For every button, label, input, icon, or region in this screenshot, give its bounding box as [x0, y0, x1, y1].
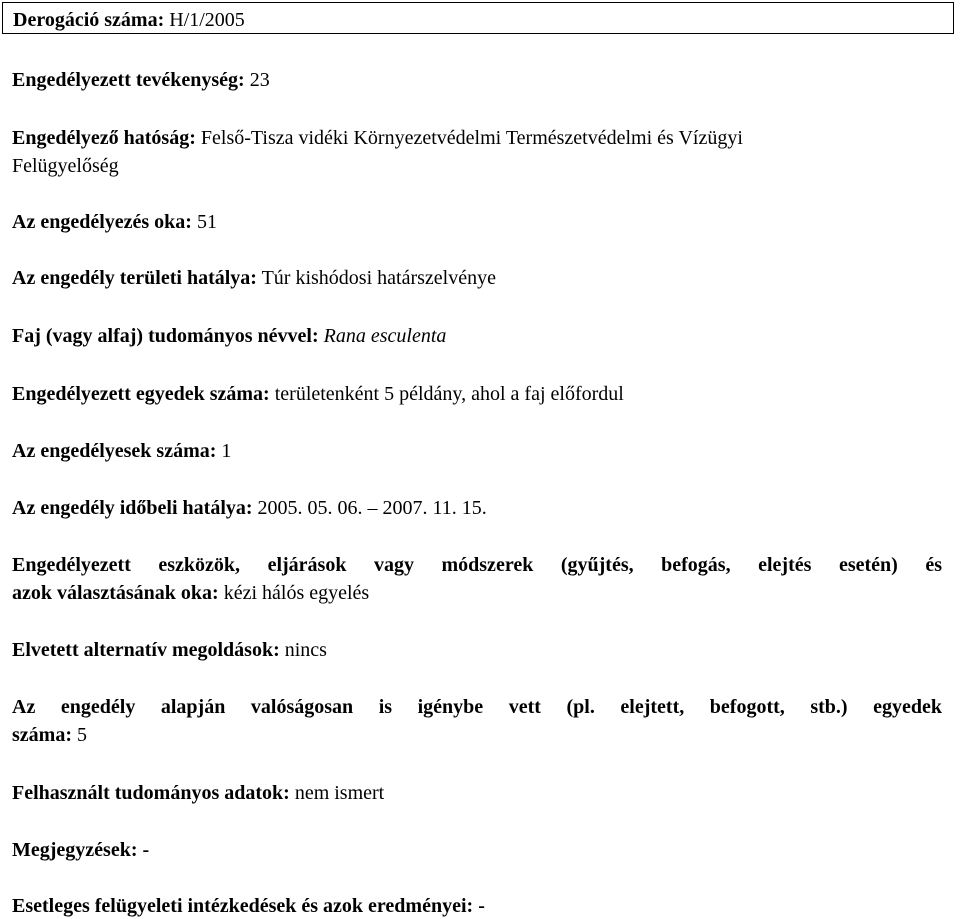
alternatives-label: Elvetett alternatív megoldások:: [12, 639, 280, 661]
field-count: [12, 383, 942, 405]
field-remarks: [12, 839, 942, 861]
actual-label-line1: Az engedély alapján valóságosan is igénybe vett (pl. elejtett, befogott, stb.) egyedek: [12, 696, 942, 718]
field-supervision: [12, 895, 942, 917]
permits-label: Az engedélyesek száma:: [12, 440, 217, 462]
scope-label: Az engedély területi hatálya:: [12, 267, 257, 289]
field-reason: [12, 211, 942, 233]
scientific-label: Felhasznált tudományos adatok:: [12, 782, 290, 804]
field-actual-continued: [12, 724, 942, 746]
methods-label-line1: Engedélyezett eszközök, eljárások vagy módszerek (gyűjtés, befogás, elejtés esetén) és: [12, 554, 942, 576]
remarks-label: Megjegyzések:: [12, 839, 138, 861]
actual-label-line2: száma:: [12, 724, 72, 746]
activity-label: Engedélyezett tevékenység:: [12, 69, 245, 91]
validity-label: Az engedély időbeli hatálya:: [12, 497, 253, 519]
methods-label-line2: azok választásának oka:: [12, 582, 219, 604]
reason-value: 51: [196, 211, 217, 233]
reason-label: Az engedélyezés oka:: [12, 211, 192, 233]
field-scope: [12, 267, 942, 289]
actual-value: 5: [76, 724, 87, 746]
count-value: területenként 5 példány, ahol a faj előfordul: [274, 383, 624, 405]
derogation-header-box: [2, 2, 954, 34]
field-validity: [12, 497, 942, 519]
field-methods: [12, 554, 942, 576]
authority-value-line1: Felső-Tisza vidéki Környezetvédelmi Természetvédelmi és Vízügyi: [200, 127, 743, 149]
supervision-label: Esetleges felügyeleti intézkedések és azok eredményei:: [12, 895, 474, 917]
field-alternatives: [12, 639, 942, 661]
field-authority-continued: [12, 155, 942, 177]
activity-value: 23: [249, 69, 270, 91]
derogation-number-label: Derogáció száma:: [13, 9, 165, 31]
remarks-value: -: [142, 839, 150, 861]
derogation-number-value: H/1/2005: [169, 9, 245, 31]
field-actual: [12, 696, 942, 718]
derogation-number-line: [13, 9, 245, 31]
validity-value: 2005. 05. 06. – 2007. 11. 15.: [257, 497, 487, 519]
field-scientific: [12, 782, 942, 804]
species-value: Rana esculenta: [323, 325, 447, 347]
field-permits: [12, 440, 942, 462]
permits-value: 1: [221, 440, 232, 462]
field-species: [12, 325, 942, 347]
field-authority: [12, 127, 942, 149]
scientific-value: nem ismert: [294, 782, 385, 804]
count-label: Engedélyezett egyedek száma:: [12, 383, 270, 405]
authority-value-line2: Felügyelőség: [12, 155, 119, 177]
supervision-value: -: [478, 895, 485, 917]
methods-value: kézi hálós egyelés: [223, 582, 370, 604]
scope-value: Túr kishódosi határszelvénye: [261, 267, 496, 289]
field-methods-continued: [12, 582, 942, 604]
species-label: Faj (vagy alfaj) tudományos névvel:: [12, 325, 319, 347]
alternatives-value: nincs: [284, 639, 327, 661]
field-activity: [12, 69, 942, 91]
authority-label: Engedélyező hatóság:: [12, 127, 196, 149]
